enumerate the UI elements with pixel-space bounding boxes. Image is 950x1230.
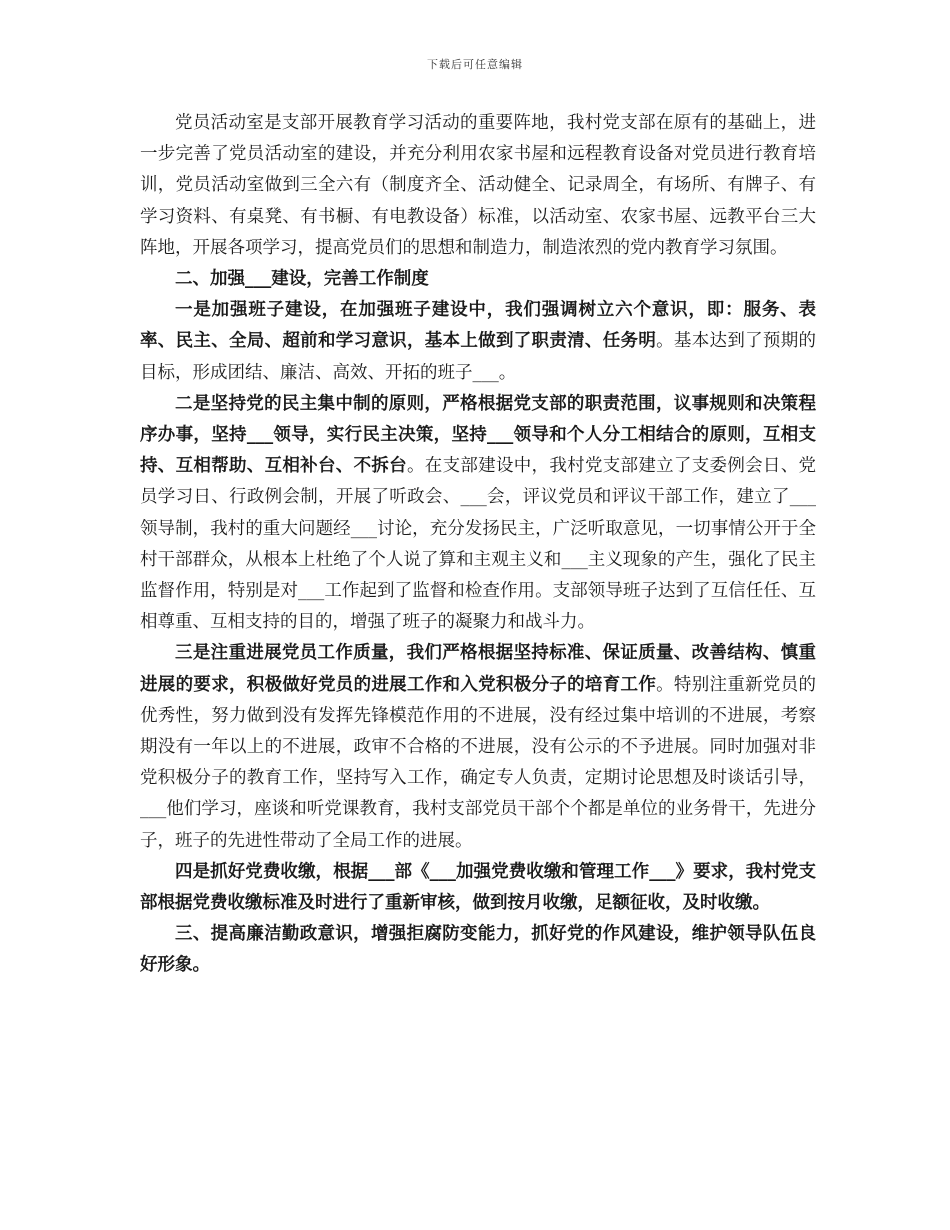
paragraph-lead: 一是加强班子建设，在加强班子建设中，我们强调树立六个意识，即：服务、表率、民主、全局、超前和学习意识，基本上做到了职责清、任务明 — [140, 300, 816, 352]
paragraph-text: 。基本达到了预期的目标，形成团结、廉洁、高效、开拓的班子___。 — [140, 331, 817, 383]
document-body — [140, 108, 816, 982]
paragraph-lead: 二是坚持党的民主集中制的原则，严格根据党支部的职责范围，议事规则和决策程序办事，坚持___领导，实行民主决策，坚持___领导和个人分工相结合的原则，互相支持、互相帮助、互相补台、不拆台 — [140, 393, 816, 477]
paragraph-text: 。在支部建设中，我村党支部建立了支委例会日、党员学习日、行政例会制，开展了听政会、___会，评议党员和评议干部工作，建立了___领导制，我村的重大问题经___讨论，充分发扬民主，广泛听取意见，一切事情公开于全村干部群众，从根本上杜绝了个人说了算和主观主义和___主义现象的产生，强化了民主监督作用，特别是对___工作起到了监督和检查作用。支部领导班子达到了互信任任、互相尊重、互相支持的目的，增强了班子的凝聚力和战斗力。 — [140, 456, 817, 633]
paragraph-text: 。特别注重新党员的优秀性，努力做到没有发挥先锋模范作用的不进展，没有经过集中培训的不进展，考察期没有一年以上的不进展，政审不合格的不进展，没有公示的不予进展。同时加强对非党积极分子的教育工作，坚持写入工作，确定专人负责，定期讨论思想及时谈话引导，___他们学习，座谈和听党课教育，我村支部党员干部个个都是单位的业务骨干，先进分子，班子的先进性带动了全局工作的进展。 — [140, 674, 817, 851]
paragraph-lead: 四是抓好党费收缴，根据___部《___加强党费收缴和管理工作___》要求，我村党支部根据党费收缴标准及时进行了重新审核，做到按月收缴，足额征收，及时收缴。 — [140, 861, 816, 914]
paragraph-lead: 三是注重进展党员工作质量，我们严格根据坚持标准、保证质量、改善结构、慎重进展的要求，积极做好党员的进展工作和入党积极分子的培育工作 — [140, 643, 816, 695]
paragraph-member-quality — [140, 638, 816, 856]
page-header: 下载后可任意编辑 — [427, 58, 523, 71]
paragraph-activity-room: 党员活动室是支部开展教育学习活动的重要阵地，我村党支部在原有的基础上，进一步完善了党员活动室的建设，并充分利用农家书屋和远程教育设备对党员进行教育培训，党员活动室做到三全六有（制度齐全、活动健全、记录周全，有场所、有牌子、有学习资料、有桌凳、有书橱、有电教设备）标准，以活动室、农家书屋、远教平台三大阵地，开展各项学习，提高党员们的思想和制造力，制造浓烈的党内教育学习氛围。 — [140, 113, 816, 258]
paragraph-party-dues — [140, 857, 816, 919]
paragraph-team-building — [140, 295, 816, 389]
section-heading-2: 二、加强___建设，完善工作制度 — [175, 269, 429, 290]
paragraph-democratic-centralism — [140, 389, 816, 639]
section-heading-3: 三、提高廉洁勤政意识，增强拒腐防变能力，抓好党的作风建设，维护领导队伍良好形象。 — [140, 924, 816, 976]
